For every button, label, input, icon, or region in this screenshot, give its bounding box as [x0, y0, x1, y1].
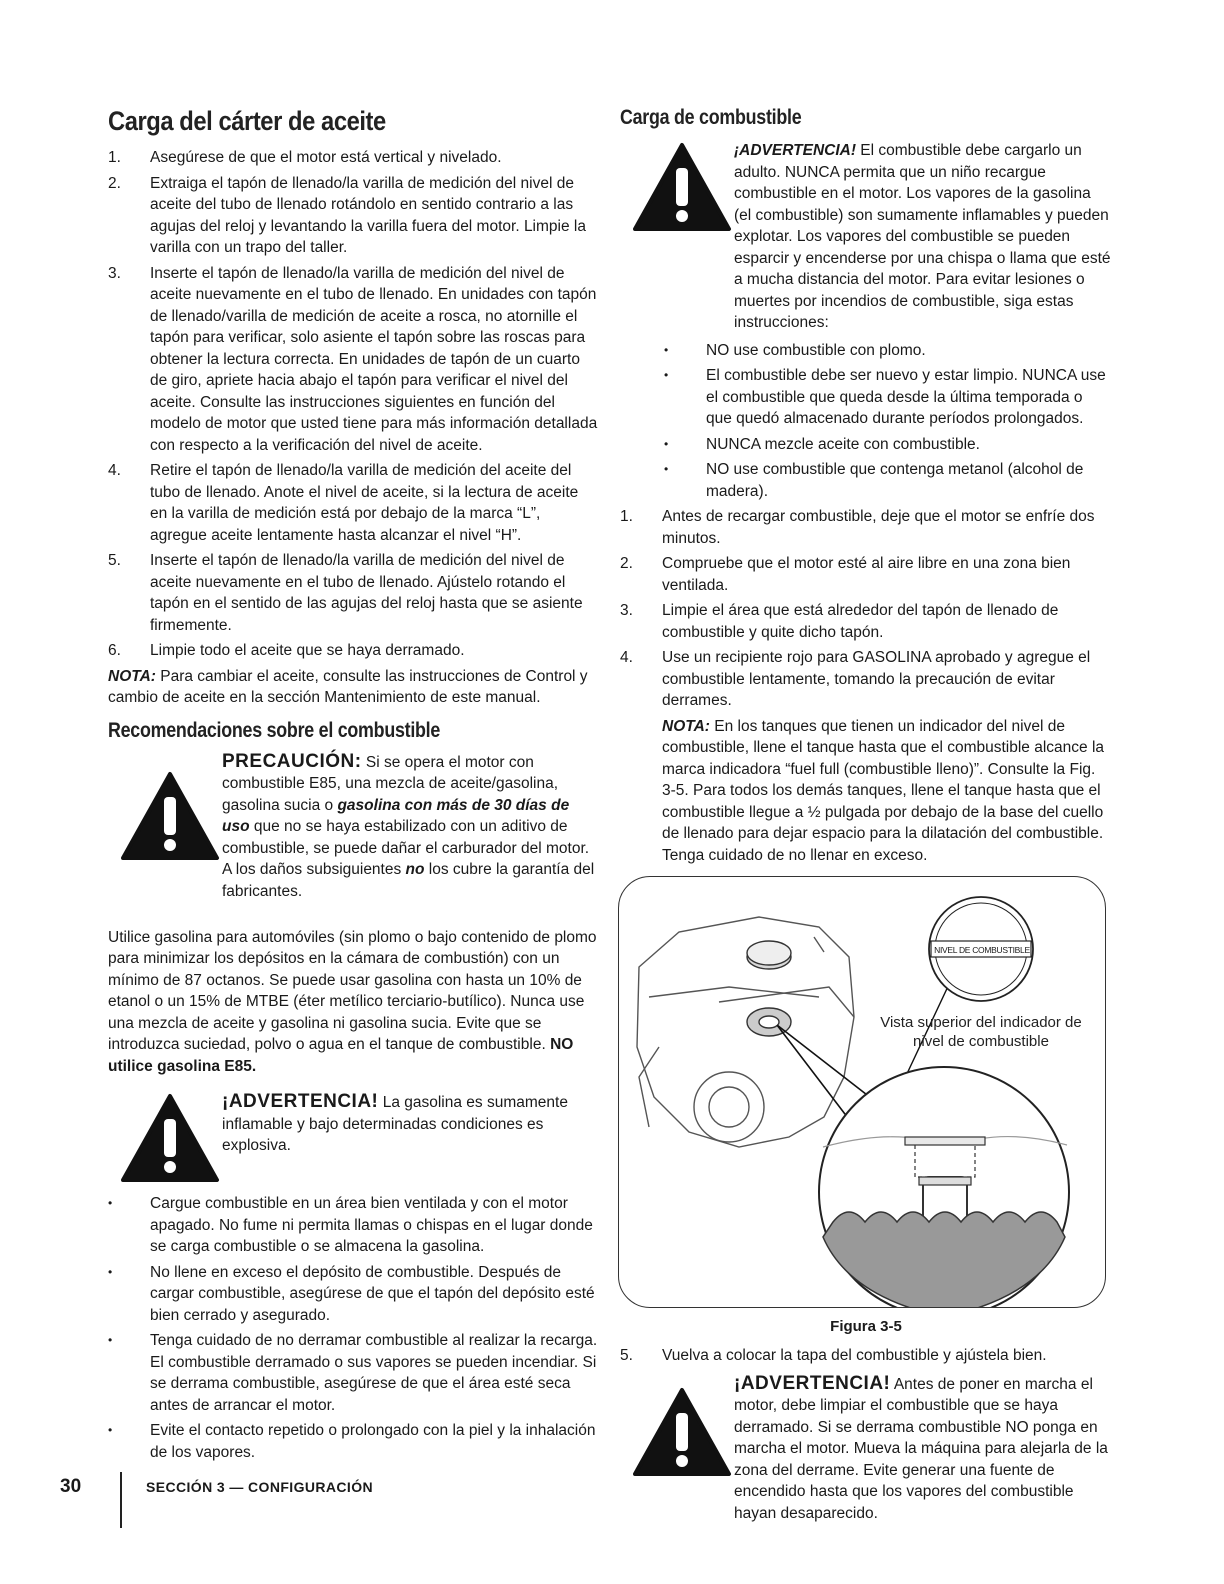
figure-title: Figura 3-5 — [830, 1318, 902, 1335]
fuel-step-5 — [620, 1345, 1112, 1367]
warning-block — [108, 1091, 598, 1187]
warning-text: ¡ADVERTENCIA! Antes de poner en marcha el motor, debe limpiar el combustible que se haya derramado. Si se derrama combustible NO ponga en marcha el motor. Mueva la máquina para alejarla de la zona del derrame. Evite generar una fuente de encendido hasta que los vapores del combustible hayan desaparecido. — [734, 1372, 1108, 1522]
caution-block — [108, 751, 598, 921]
warning-block — [620, 1373, 1112, 1525]
list-item: • No llene en exceso el depósito de combustible. Después de cargar combustible, asegúrese de que el tapón del depósito esté bien cerrado y asegurado. — [108, 1263, 595, 1324]
list-item: • NO use combustible que contenga metanol (alcohol de madera). — [664, 461, 1084, 500]
list-item: 3. Inserte el tapón de llenado/la varilla de medición del nivel de aceite nuevamente en el tubo de llenado. En unidades con tapón de llenado/varilla de medición de aceite a rosca, no atornille el tapón para verificar, solo asiente el tapón sobre las roscas para obtener la lectura correcta. En unidades de tapón de un cuarto de giro, apriete hacia abajo el tapón para verificar el nivel del aceite. Consulte las instrucciones siguientes en función del modelo de motor que usted tiene para más información detallada con respecto a la verificación del nivel de aceite. — [108, 264, 598, 454]
figure-3-5 — [618, 876, 1106, 1308]
list-item: 1. Asegúrese de que el motor está vertical y nivelado. — [108, 149, 502, 166]
figure-callout: Vista superior del indicador de nivel de combustible — [880, 1014, 1082, 1050]
warning-text: ¡ADVERTENCIA! La gasolina es sumamente inflamable y bajo determinadas condiciones es explosiva. — [222, 1091, 568, 1154]
fuel-paragraph: Utilice gasolina para automóviles (sin plomo o bajo contenido de plomo para minimizar los depósitos en la cámara de combustión) con un mínimo de 87 octanos. Se puede usar gasolina con hasta un 10% de etanol o un 15% de MTBE (éter metílico terciario-butílico). Nunca use una mezcla de aceite y gasolina ni gasolina sucia. Evite que se introduzca suciedad, polvo o agua en el tanque de combustible. NO utilice gasolina E85. — [108, 928, 597, 1075]
footer-divider — [120, 1472, 122, 1528]
warning-triangle-icon — [632, 142, 732, 232]
list-item: 2. Extraiga el tapón de llenado/la varilla de medición del nivel de aceite del tubo de llenado rotándolo en sentido contrario a las agujas del reloj y levantando la varilla fuera del motor. Limpie la varilla con un trapo del taller. — [108, 174, 586, 256]
warning-triangle-icon — [120, 771, 220, 861]
section-title: SECCIÓN 3 — CONFIGURACIÓN — [146, 1479, 374, 1495]
oil-steps-list — [108, 147, 598, 662]
list-item: 5. Inserte el tapón de llenado/la varilla de medición del nivel de aceite nuevamente en el tubo de llenado. Ajústelo rotando el tapón en el sentido de las agujas del reloj hasta que se asiente firmemente. — [108, 552, 583, 634]
list-item: • El combustible debe ser nuevo y estar limpio. NUNCA use el combustible que queda desde la última temporada o que quedó almacenado durante períodos prolongados. — [664, 367, 1106, 427]
oil-heading: Carga del cárter de aceite — [108, 106, 386, 136]
fuel-steps-list — [620, 506, 1112, 712]
oil-note: NOTA: Para cambiar el aceite, consulte las instrucciones de Control y cambio de aceite en la sección Mantenimiento de este manual. — [108, 667, 588, 706]
page-number: 30 — [60, 1476, 82, 1497]
list-item: 3. Limpie el área que está alrededor del tapón de llenado de combustible y quite dicho tapón. — [620, 602, 1059, 641]
list-item: • Tenga cuidado de no derramar combustible al realizar la recarga. El combustible derramado o sus vapores se pueden incendiar. Si se derrama combustible, asegúrese de que el área esté seca antes de arrancar el motor. — [108, 1332, 598, 1414]
warning-block — [620, 140, 1112, 334]
list-item: 5. Vuelva a colocar la tapa del combustible y ajústela bien. — [620, 1347, 1047, 1364]
right-column — [620, 98, 1112, 1530]
list-item: 6. Limpie todo el aceite que se haya derramado. — [108, 642, 465, 659]
warning-triangle-icon — [632, 1387, 732, 1477]
safety-bullets — [108, 1193, 598, 1463]
list-item: • Evite el contacto repetido o prolongado con la piel y la inhalación de los vapores. — [108, 1422, 596, 1461]
warning-text: ¡ADVERTENCIA! El combustible debe cargarlo un adulto. NUNCA permita que un niño recargue combustible en el motor. Los vapores de la gasolina (el combustible) son sumamente inflamables y pueden explotar. Los vapores del combustible se pueden esparcir y encenderse por una chispa o llama que esté a mucha distancia del motor. Para evitar lesiones o muertes por incendios de combustible, siga estas instrucciones: — [734, 142, 1111, 331]
list-item: • NUNCA mezcle aceite con combustible. — [664, 435, 980, 453]
fuel-recommendations-heading: Recomendaciones sobre el combustible — [108, 718, 441, 742]
list-item: 4. Use un recipiente rojo para GASOLINA aprobado y agregue el combustible lentamente, tomando la precaución de evitar derrames. — [620, 649, 1091, 709]
caution-text: PRECAUCIÓN: Si se opera el motor con combustible E85, una mezcla de aceite/gasolina, gasolina sucia o gasolina con más de 30 días de uso que no se haya estabilizado con un aditivo de combustible, se puede dañar el carburador del motor. A los daños subsiguientes no los cubre la garantía del fabricantes. — [222, 750, 595, 900]
fuel-note: NOTA: En los tanques que tienen un indicador del nivel de combustible, llene el tanque hasta que el combustible alcance la marca indicadora “fuel full (combustible lleno)”. Consulte la Fig. 3-5. Para todos los demás tanques, llene el tanque hasta que el combustible llegue a ½ pulgada por debajo de la base del cuello de llenado para dejar espacio para la dilatación del combustible. Tenga cuidado de no llenar en exceso. — [662, 717, 1105, 864]
list-item: • Cargue combustible en un área bien ventilada y con el motor apagado. No fume ni permita llamas o chispas en el lugar donde se carga combustible o se almacena la gasolina. — [108, 1195, 593, 1255]
list-item: 4. Retire el tapón de llenado/la varilla de medición del aceite del tubo de llenado. Anote el nivel de aceite, si la lectura de aceite en la varilla de medición está por debajo de la marca “L”, agregue aceite lentamente hasta alcanzar el nivel “H”. — [108, 462, 579, 544]
fuel-gauge-label: NIVEL DE COMBUSTIBLE — [934, 945, 1030, 955]
left-column — [108, 98, 598, 1467]
warning-triangle-icon — [120, 1093, 220, 1183]
list-item: 2. Compruebe que el motor esté al aire libre en una zona bien ventilada. — [620, 555, 1071, 594]
list-item: 1. Antes de recargar combustible, deje que el motor se enfríe dos minutos. — [620, 508, 1095, 547]
fuel-heading: Carga de combustible — [620, 106, 802, 129]
fuel-bullets — [664, 340, 1112, 503]
engine-illustration — [619, 877, 1105, 1307]
list-item: • NO use combustible con plomo. — [664, 341, 926, 359]
